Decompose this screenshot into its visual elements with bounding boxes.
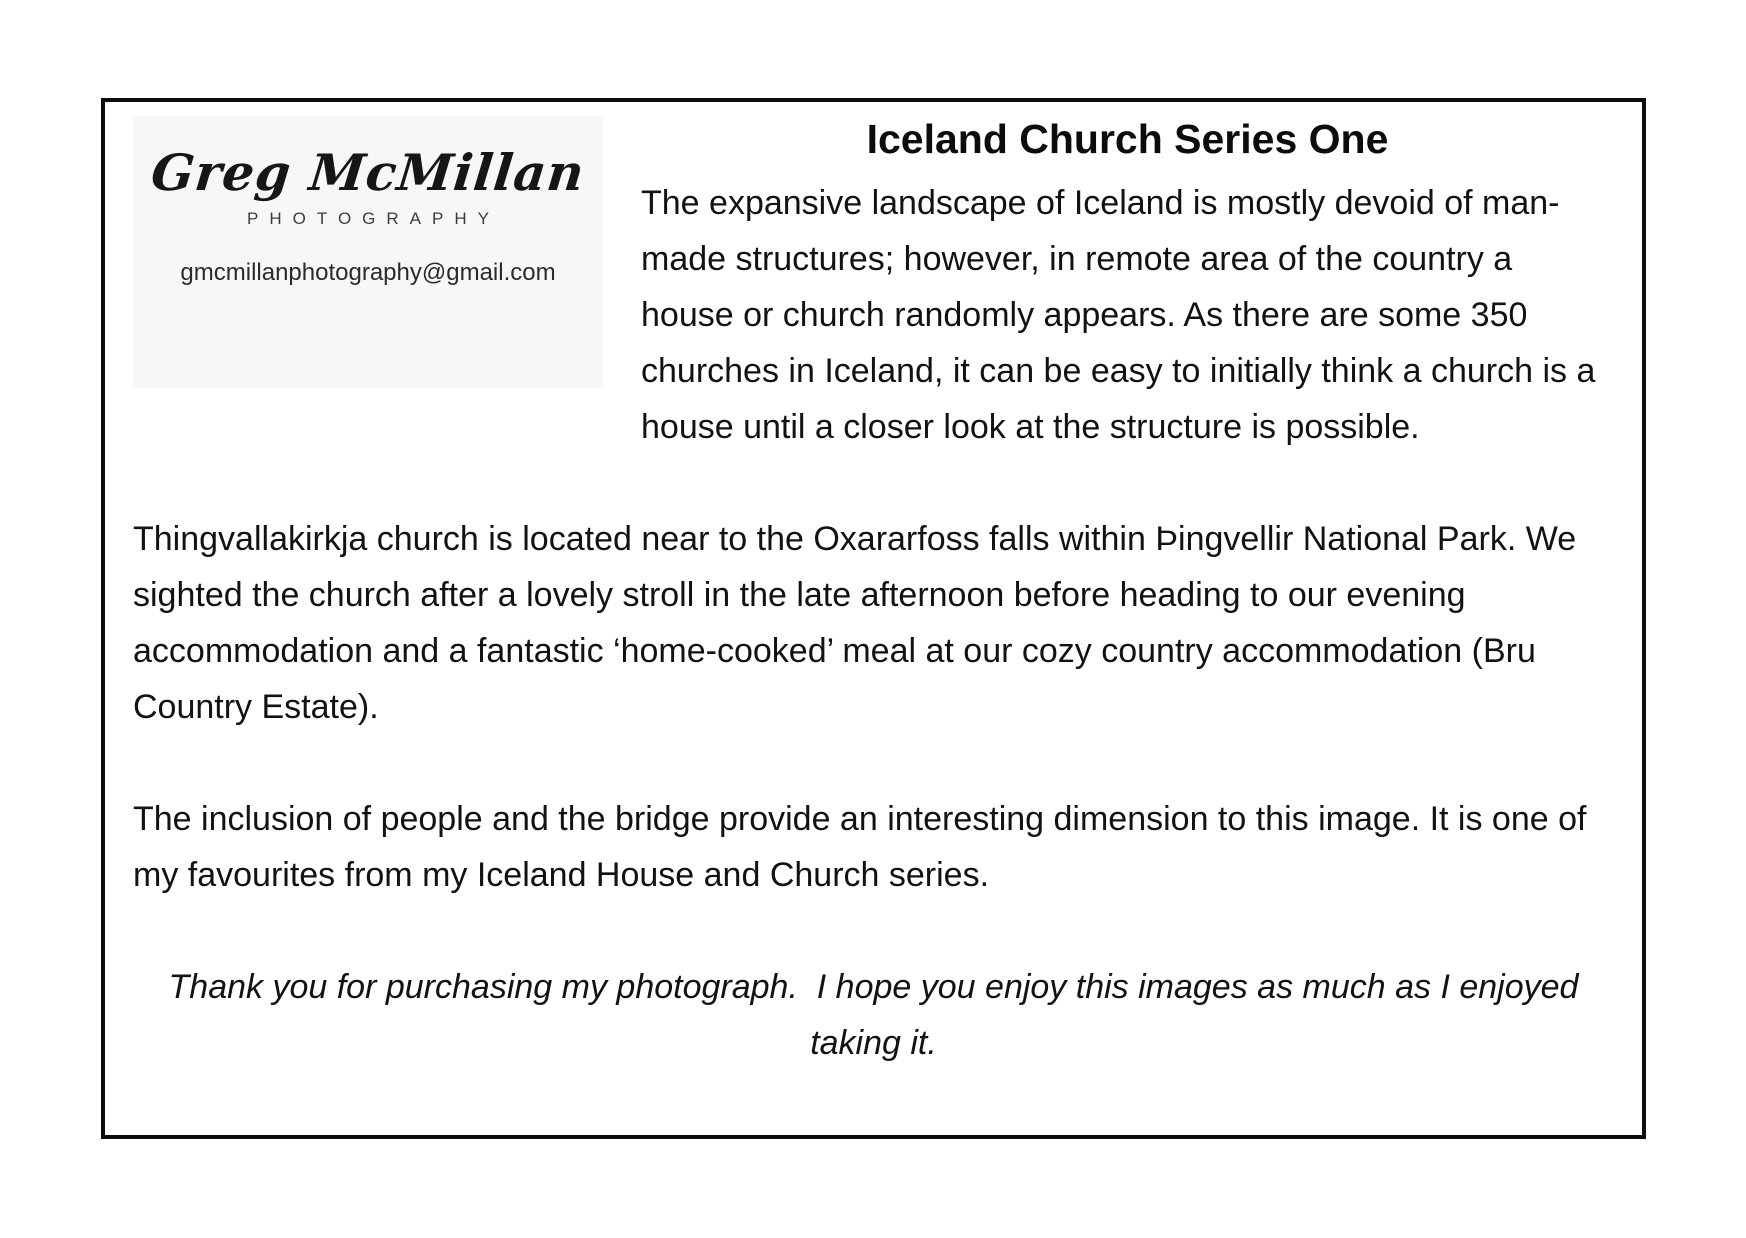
- location-paragraph: Thingvallakirkja church is located near to the Oxararfoss falls within Þingvellir National Park. We sighted the church after a lovely stroll in the late afternoon before heading to our evening accommodation and a fantastic ‘home-cooked’ meal at our cozy country accommodation (Bru Country Estate).: [133, 520, 1577, 727]
- thank-you-note: Thank you for purchasing my photograph. I hope you enjoy this images as much as I enjoyed taking it.: [168, 968, 1579, 1063]
- photographer-logo: [133, 116, 603, 388]
- logo-subtitle: PHOTOGRAPHY: [247, 208, 500, 228]
- note-card-content: [105, 102, 1642, 1071]
- page-title: Iceland Church Series One: [866, 116, 1389, 162]
- composition-paragraph: The inclusion of people and the bridge provide an interesting dimension to this image. It is one of my favourites from my Iceland House and Church series.: [133, 800, 1587, 895]
- intro-paragraph: The expansive landscape of Iceland is mostly devoid of man-made structures; however, in remote area of the country a house or church randomly appears. As there are some 350 churches in Iceland, it can be easy to initially think a church is a house until a closer look at the structure is possible.: [641, 184, 1596, 447]
- contact-email: gmcmillanphotography@gmail.com: [180, 258, 556, 286]
- signature-text: Greg McMillan: [148, 143, 588, 202]
- note-card: [101, 98, 1646, 1139]
